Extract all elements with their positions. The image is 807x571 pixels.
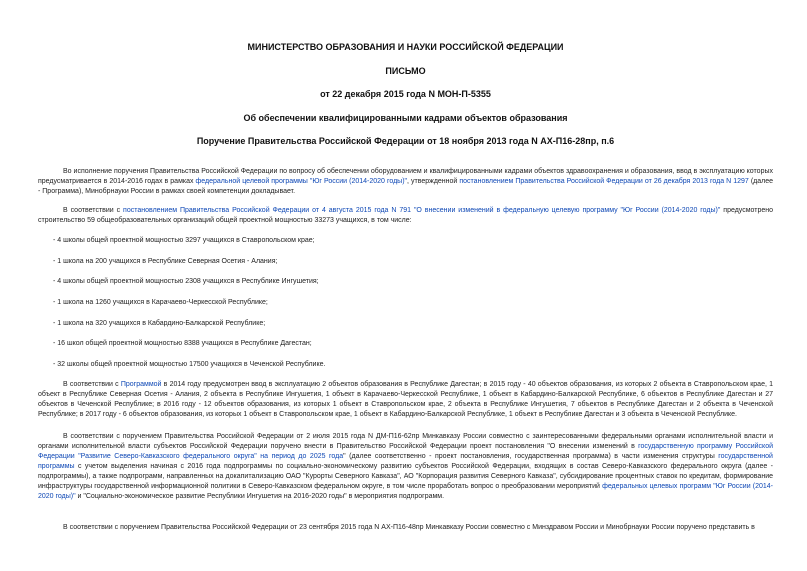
list-item: - 1 школа на 200 учащихся в Республике Северная Осетия - Алания; — [53, 258, 278, 265]
paragraph-1-text-c: (далее - Программа), Минобрнауки России в рамках своей компетенции докладывает. — [38, 178, 774, 195]
list-item: - 4 школы общей проектной мощностью 3297 учащихся в Ставропольском крае; — [53, 237, 315, 244]
link-fcp-programs[interactable]: федеральных целевых программ "Юг России (2014-2020 годы)" — [38, 483, 773, 500]
list-item: - 32 школы общей проектной мощностью 17500 учащихся в Чеченской Республике. — [53, 361, 326, 368]
link-program[interactable]: Программой — [120, 381, 162, 388]
paragraph-1-text-a: Во исполнение поручения Правительства Российской Федерации по вопросу об обеспечении оборудованием и квалифицированными кадрами объектов здравоохранения и образования, ввод в эксплуатацию которых предусматривается в 2014-2016 годах в рамках — [38, 168, 773, 185]
ministry-heading: МИНИСТЕРСТВО ОБРАЗОВАНИЯ И НАУКИ РОССИЙСКОЙ ФЕДЕРАЦИИ — [247, 42, 564, 52]
list-item: - 16 школ общей проектной мощностью 8388 учащихся в Республике Дагестан; — [53, 340, 312, 347]
link-decree-791[interactable]: постановлением Правительства Российской Федерации от 4 августа 2015 года N 791 "О внесении изменений в федеральную целевую программу "Юг России (2014-2020 годы)" — [123, 207, 721, 214]
paragraph-4 — [38, 432, 773, 502]
paragraph-3 — [38, 380, 773, 420]
link-state-program-skfo[interactable]: государственную программу Российской Федерации "Развитие Северо-Кавказского федерального округа" на период до 2025 года — [38, 443, 773, 460]
paragraph-5 — [38, 523, 773, 533]
paragraph-2-text-b: предусмотрено строительство 59 общеобразовательных организаций общей проектной мощностью 33273 учащихся, в том числе: — [38, 207, 774, 224]
document-type: ПИСЬМО — [385, 66, 426, 76]
paragraph-4-text-c: с учетом выделения начиная с 2016 года подпрограммы по социально-экономическому развитию субъектов Российской Федерации, входящих в состав Северо-Кавказского федерального округа (далее - подпрограммы), а также подпрограмм, направленных на докапитализацию ОАО "Курорты Северного Кавказа", АО "Корпорация развития Северного Кавказа", субсидирование процентных ставок по кредитам, формирование инфраструктуры государственной информационной политики в Северо-Кавказском федеральном округе, в том числе проработать вопрос о преобразовании мероприятий — [38, 463, 773, 490]
paragraph-4-text-b: " (далее соответственно - проект постановления, государственная программа) в части изменения структуры — [343, 453, 719, 460]
paragraph-2-text-a: В соответствии с — [63, 207, 124, 214]
document-date-number: от 22 декабря 2015 года N МОН-П-5355 — [320, 89, 491, 99]
government-instruction: Поручение Правительства Российской Федерации от 18 ноября 2013 года N АХ-П16-28пр, п.6 — [196, 136, 615, 146]
document-subject: Об обеспечении квалифицированными кадрами объектов образования — [243, 113, 568, 123]
list-item: - 1 школа на 320 учащихся в Кабардино-Балкарской Республике; — [53, 320, 266, 327]
paragraph-1-text-b: , утвержденной — [407, 178, 460, 185]
link-decree-1297[interactable]: постановлением Правительства Российской Федерации от 26 декабря 2013 года N 1297 — [459, 178, 749, 185]
paragraph-5-text: В соответствии с поручением Правительства Российской Федерации от 23 сентября 2015 года N АХ-П16-48пр Минкавказу России совместно с Минздравом России и Минобрнауки России поручено представить в — [63, 524, 755, 531]
paragraph-4-text-d: и "Социально-экономическое развитие Республики Ингушетия на 2016-2020 годы" в мероприятия подпрограмм. — [75, 493, 445, 500]
paragraph-3-text-a: В соответствии с — [63, 381, 121, 388]
paragraph-4-text-a: В соответствии с поручением Правительства Российской Федерации от 2 июля 2015 года N ДМ-П16-62пр Минкавказу России совместно с заинтересованными федеральными органами исполнительной власти и органами исполнительной власти субъектов Российской Федерации поручено внести в Правительство Российской Федерации проект постановления "О внесении изменений в — [38, 433, 773, 450]
paragraph-1 — [38, 167, 773, 197]
list-item: - 1 школа на 1260 учащихся в Карачаево-Черкесской Республике; — [53, 299, 268, 306]
link-fcp-south-russia[interactable]: федеральной целевой программы "Юг России (2014-2020 годы)" — [195, 178, 408, 185]
list-item: - 4 школы общей проектной мощностью 2308 учащихся в Республике Ингушетия; — [53, 278, 319, 285]
paragraph-3-text-b: в 2014 году предусмотрен ввод в эксплуатацию 2 объектов образования в Республике Дагестан; в 2015 году - 40 объектов образования, из которых 2 объекта в Ставропольском крае, 1 объект в Республике Северная Осетия - Алания, 2 объекта в Республике Ингушетия, 1 объект в Карачаево-Черкесской Республике, 1 объект в Кабардино-Балкарской Республике, 6 объектов в Республике Дагестан и 27 объектов в Чеченской Республике; в 2016 году - 12 объектов образования, из которых 1 объект в Ставропольском крае, 2 объекта в Республике Ингушетия, 7 объектов в Республике Дагестан и 2 объекта в Чеченской Республике; в 2017 году - 6 объектов образования, из которых 1 объект в Ставропольском крае, 1 объект в Кабардино-Балкарской Республике, 1 объект в Республике Дагестан и 3 объекта в Чеченской Республике. — [38, 381, 774, 418]
paragraph-2 — [38, 206, 773, 226]
link-state-program[interactable]: государственной программы — [38, 453, 773, 470]
